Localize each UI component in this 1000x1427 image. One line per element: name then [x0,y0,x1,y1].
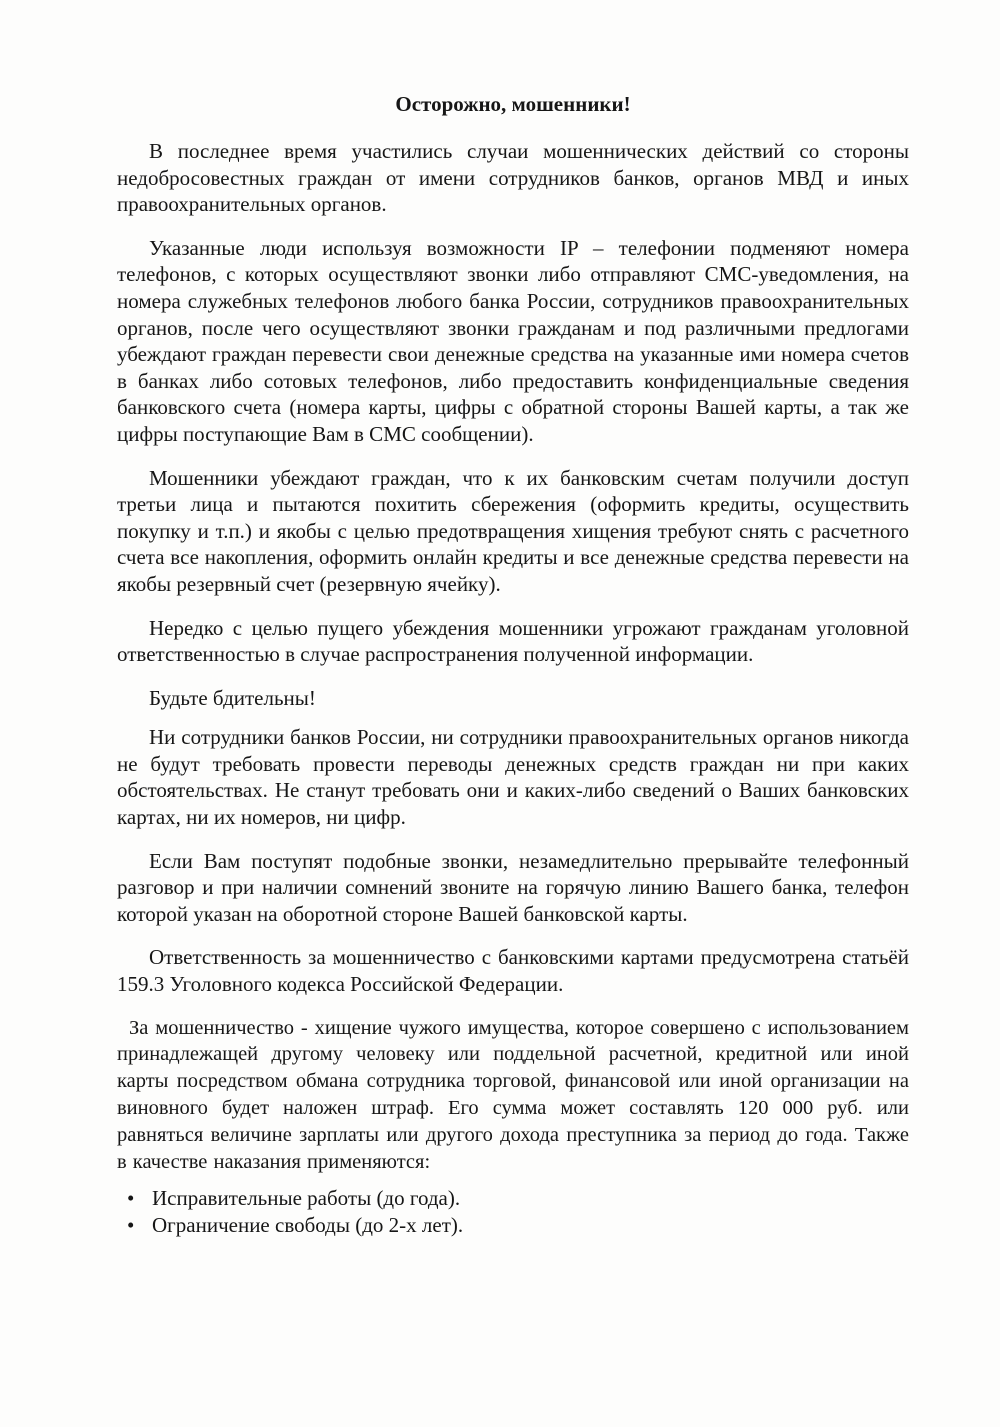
bullet-icon: • [127,1186,135,1211]
paragraph-be-vigilant: Будьте бдительны! [149,685,316,710]
list-item-text: Ограничение свободы (до 2-х лет). [152,1213,464,1238]
paragraph-liability: Ответственность за мошенничество с банковскими картами предусмотрена статьёй 159.3 Уголовного кодекса Российской Федерации. [117,945,909,997]
paragraph-intro: В последнее время участились случаи мошеннических действий со стороны недобросовестных граждан от имени сотрудников банков, органов МВД и иных правоохранительных органов. [117,139,909,217]
paragraph-advice: Если Вам поступят подобные звонки, незамедлительно прерывайте телефонный разговор и при наличии сомнений звоните на горячую линию Вашего банка, телефон которой указан на оборотной стороне Вашей банковской карты. [117,848,909,926]
penalty-list [117,1185,909,1239]
document-body [117,88,909,1239]
paragraph-threats: Нередко с целью пущего убеждения мошенники угрожают гражданам уголовной ответственностью в случае распространения полученной информации. [117,615,909,667]
list-item [117,1212,909,1239]
list-item-text: Исправительные работы (до года). [152,1186,461,1211]
bullet-icon: • [127,1213,135,1238]
document-title: Осторожно, мошенники! [395,92,631,116]
list-item [117,1185,909,1212]
paragraph-ip-telephony: Указанные люди используя возможности IP – телефонии подменяют номера телефонов, с которых осуществляют звонки либо отправляют СМС-уведомления, на номера служебных телефонов любого банка России, сотрудников правоохранительных органов, после чего осуществляют звонки гражданам и под различными предлогами убеждают граждан перевести свои денежные средства на указанные ими номера счетов в банках либо сотовых телефонов, либо предоставить конфиденциальные сведения банковского счета (номера карты, цифры с обратной стороны Вашей карты, а так же цифры поступающие Вам в СМС сообщении). [117,235,909,446]
paragraph-never-require: Ни сотрудники банков России, ни сотрудники правоохранительных органов никогда не будут требовать провести переводы денежных средств граждан ни при каких обстоятельствах. Не станут требовать они и каких-либо сведений о Ваших банковских картах, ни их номеров, ни цифр. [117,725,909,830]
paragraph-fraud-scheme: Мошенники убеждают граждан, что к их банковским счетам получили доступ третьи лица и пытаются похитить сбережения (оформить кредиты, осуществить покупку и т.п.) и якобы с целью предотвращения хищения требуют снять с расчетного счета все накопления, оформить онлайн кредиты и все денежные средства перевести на якобы резервный счет (резервную ячейку). [117,465,909,596]
paragraph-penalty: За мошенничество - хищение чужого имущества, которое совершено с использованием принадлежащей другому человеку или поддельной расчетной, кредитной или иной карты посредством обмана сотрудника торговой, финансовой или иной организации на виновного будет наложен штраф. Его сумма может составлять 120 000 руб. или равняться величине зарплаты или другого дохода преступника за период до года. Также в качестве наказания применяются: [117,1016,909,1173]
